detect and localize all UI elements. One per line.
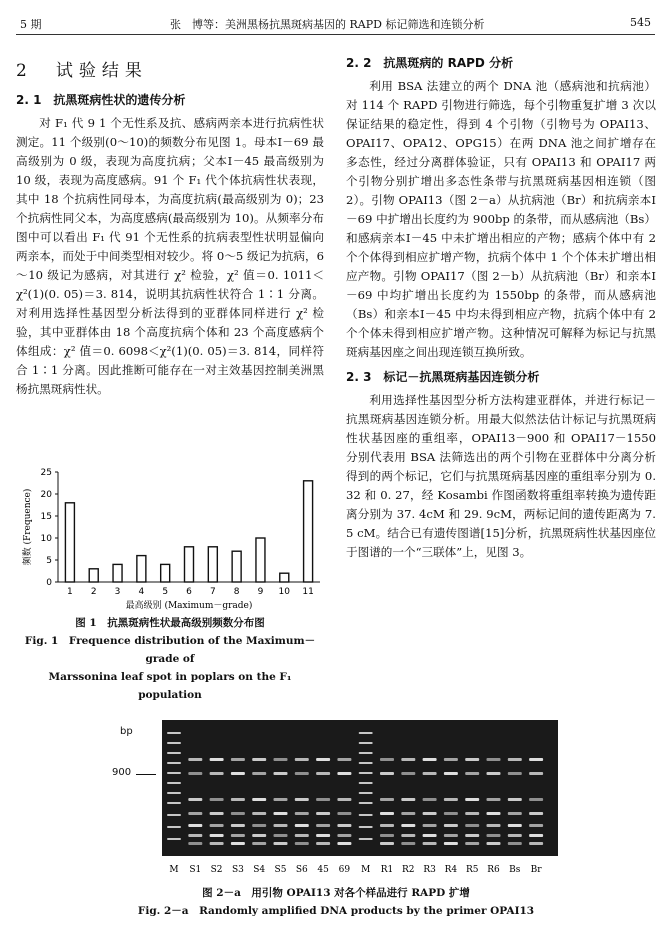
gel-band <box>295 798 309 801</box>
gel-lane-label: Br <box>530 865 542 875</box>
gel-band <box>444 772 458 775</box>
gel-lane-label: R5 <box>465 865 479 875</box>
gel-band <box>401 798 415 801</box>
x-tick-label: 8 <box>233 587 240 597</box>
gel-band <box>487 812 501 815</box>
gel-band <box>231 824 245 827</box>
figure-1-caption-cn: 图 1 抗黑斑病性状最高级别频数分布图 <box>75 617 265 629</box>
gel-band <box>508 842 522 845</box>
gel-band <box>465 812 479 815</box>
page-number: 545 <box>630 16 651 29</box>
bar <box>304 481 313 582</box>
gel-band <box>274 834 288 837</box>
gel-band <box>252 834 266 837</box>
gel-band <box>465 824 479 827</box>
gel-band <box>274 772 288 775</box>
x-tick-label: 7 <box>209 587 216 597</box>
gel-lane-label: R1 <box>380 865 394 875</box>
gel-band <box>167 742 181 744</box>
gel-band <box>380 824 394 827</box>
y-tick-label: 25 <box>40 468 52 478</box>
gel-band <box>167 732 181 734</box>
right-column <box>346 50 656 562</box>
gel-band <box>316 824 330 827</box>
gel-band <box>316 772 330 775</box>
gel-band <box>359 762 373 764</box>
x-tick-label: 10 <box>278 587 290 597</box>
gel-band <box>295 834 309 837</box>
gel-lane-label: S5 <box>274 865 287 875</box>
gel-band <box>231 834 245 837</box>
gel-band <box>167 802 181 804</box>
gel-band <box>337 758 351 761</box>
x-tick-label: 4 <box>138 587 145 597</box>
bar <box>137 556 146 582</box>
gel-band <box>359 752 373 754</box>
gel-band <box>337 824 351 827</box>
gel-lane-label: S6 <box>295 865 308 875</box>
gel-band <box>465 772 479 775</box>
x-tick-label: 11 <box>302 587 314 597</box>
issue-number: 5 期 <box>20 18 42 31</box>
gel-band <box>508 772 522 775</box>
gel-band <box>465 758 479 761</box>
gel-band <box>167 792 181 794</box>
gel-band <box>316 758 330 761</box>
gel-band <box>423 798 437 801</box>
gel-band <box>210 842 224 845</box>
gel-lane-label: M <box>169 865 179 875</box>
gel-band <box>316 834 330 837</box>
gel-band <box>316 842 330 845</box>
gel-band <box>252 842 266 845</box>
gel-band <box>444 842 458 845</box>
gel-band <box>465 834 479 837</box>
left-column <box>16 58 324 399</box>
gel-band <box>487 824 501 827</box>
gel-band <box>167 752 181 754</box>
gel-band <box>423 772 437 775</box>
gel-band <box>423 842 437 845</box>
gel-band <box>210 824 224 827</box>
gel-lane-label: R4 <box>444 865 458 875</box>
gel-band <box>423 834 437 837</box>
gel-band <box>316 812 330 815</box>
gel-band <box>188 772 202 775</box>
gel-band <box>529 834 543 837</box>
gel-band <box>252 812 266 815</box>
gel-band <box>401 834 415 837</box>
y-tick-label: 0 <box>46 578 52 588</box>
gel-band <box>274 842 288 845</box>
gel-band <box>487 834 501 837</box>
gel-lane-label: S3 <box>231 865 244 875</box>
subsection-heading-2-3: 2. 3 标记－抗黑斑病基因连锁分析 <box>346 370 540 384</box>
gel-band <box>359 772 373 774</box>
gel-band <box>359 838 373 840</box>
gel-band <box>274 824 288 827</box>
gel-band <box>231 758 245 761</box>
gel-band <box>210 798 224 801</box>
gel-band <box>210 758 224 761</box>
gel-band <box>529 824 543 827</box>
gel-band <box>337 812 351 815</box>
gel-band <box>529 772 543 775</box>
gel-band <box>401 824 415 827</box>
gel-band <box>167 762 181 764</box>
gel-band <box>359 792 373 794</box>
gel-band <box>295 758 309 761</box>
gel-band <box>380 812 394 815</box>
figure-2-caption-cn: 图 2－a 用引物 OPAI13 对各个样品进行 RAPD 扩增 <box>202 887 470 899</box>
gel-band <box>167 814 181 816</box>
gel-band <box>188 834 202 837</box>
gel-band <box>188 842 202 845</box>
x-tick-label: 9 <box>257 587 264 597</box>
gel-band <box>274 798 288 801</box>
bar <box>256 538 265 582</box>
gel-band <box>508 812 522 815</box>
gel-band <box>444 758 458 761</box>
gel-band <box>295 824 309 827</box>
gel-band <box>188 798 202 801</box>
gel-lane-label: R3 <box>423 865 436 875</box>
y-tick-label: 10 <box>40 534 52 544</box>
gel-band <box>188 812 202 815</box>
gel-band <box>487 798 501 801</box>
gel-lane-label: S4 <box>253 865 266 875</box>
bar <box>208 547 217 582</box>
gel-lane-label: 69 <box>338 865 351 875</box>
subsection-body-2-1: 对 F₁ 代 9 1 个无性系及抗、感病两亲本进行抗病性状测定。11 个级别(0～10)的频数分布见图 1。母本Ⅰ－69 最高级别为 0 级，表现为高度抗病；父本Ⅰ－45 最高级别为 10 级，表现为高度感病。91 个 F₁ 代个体抗病性状表现，其中 18 个抗病性同母本，为高度抗病(最高级别为 0)；23 个抗病性同父本，为高度感病(最高级别为 10)。从频率分布图中可以看出 F₁ 代 91 个无性系的抗病表型性状明显偏向两亲本，而处于中间类型相对较少。将 0～5 级记为抗病，6～10 级记为感病，对其进行 χ² 检验，χ² 值＝0. 1011＜χ²(1)(0. 05)＝3. 814，说明其抗病性状符合 1∶1 分离。对利用选择性基因型分析法得到的亚群体同样进行 χ² 检验，其中亚群体由 18 个高度抗病个体和 23 个高度感病个体组成：χ² 值＝0. 6098＜χ²(1)(0. 05)＝3. 814，同样符合 1∶1 分离。因此推断可能存在一对主效基因控制美洲黑杨抗黑斑病性状。 <box>16 116 324 396</box>
gel-band <box>465 798 479 801</box>
gel-900bp-label: 900 <box>112 767 132 778</box>
header-rule <box>16 34 655 35</box>
gel-band <box>529 812 543 815</box>
bar <box>232 551 241 582</box>
gel-band <box>167 826 181 828</box>
gel-900bp-arrow <box>136 774 156 775</box>
gel-lane-label: 45 <box>317 865 329 875</box>
bar <box>185 547 194 582</box>
subsection-heading-2-1: 2. 1 抗黑斑病性状的遗传分析 <box>16 93 186 107</box>
figure-1-caption <box>16 614 324 704</box>
subsection-body-2-2: 利用 BSA 法建立的两个 DNA 池（感病池和抗病池）对 114 个 RAPD 引物进行筛选，每个引物重复扩增 3 次以保证结果的稳定性，得到 4 个引物（引物号为 OPAI13、OPAI17、OPA12、OPG15）在两 DNA 池之间扩增存在多态性，经过分离群体验证，只有 OPAI13 和 OPAI17 两个引物分别扩增出多态性条带与抗黑斑病基因相连锁（图 2）。引物 OPAI13（图 2－a）从抗病池（Br）和抗病亲本Ⅰ－69 中扩增出长度约为 900bp 的条带，而从感病池（Bs）和感病亲本Ⅰ－45 中未扩增出相应的产物；感病个体中有 2 个个体得到相应扩增产物，抗病个体中 1 个个体未扩增出相应产物。引物 OPAI17（图 2－b）从抗病池（Br）和亲本Ⅰ－69 中均扩增出长度约为 1550bp 的条带，而从感病池（Bs）和亲本Ⅰ－45 中均未得到相应产物，抗病个体中有 2 个个体未得到相应扩增产物。这种情况可解释为标记与抗黑斑病基因座之间出现连锁互换所致。 <box>346 79 656 359</box>
bar <box>89 569 98 582</box>
x-tick-label: 5 <box>162 587 169 597</box>
gel-band <box>316 798 330 801</box>
gel-band <box>359 802 373 804</box>
gel-band <box>210 812 224 815</box>
gel-band <box>380 798 394 801</box>
gel-band <box>423 758 437 761</box>
gel-band <box>401 758 415 761</box>
gel-band <box>359 782 373 784</box>
gel-band <box>295 842 309 845</box>
gel-band <box>487 758 501 761</box>
bar <box>65 503 74 582</box>
x-tick-label: 3 <box>114 587 121 597</box>
gel-band <box>529 842 543 845</box>
gel-band <box>337 834 351 837</box>
gel-band <box>380 772 394 775</box>
gel-band <box>274 758 288 761</box>
gel-lane-label: M <box>361 865 371 875</box>
gel-band <box>210 834 224 837</box>
gel-band <box>508 834 522 837</box>
gel-lane-label: S2 <box>210 865 223 875</box>
gel-band <box>188 824 202 827</box>
gel-band <box>337 842 351 845</box>
x-tick-label: 1 <box>67 587 73 597</box>
gel-band <box>529 798 543 801</box>
subsection-body-2-3: 利用选择性基因型分析方法构建亚群体，并进行标记－抗黑斑病基因连锁分析。用最大似然法估计标记与抗黑斑病性状基因座的重组率，OPAI13－900 和 OPAI17－1550 分别代表用 BSA 法筛选出的两个引物在亚群体中分离分析得到的两个标记，它们与抗黑斑病基因座的重组率分别为 0. 32 和 0. 27，经 Kosambi 作图函数将重组率转换为遗传距离分别为 37. 4cM 和 29. 9cM，两标记间的遗传距离为 7. 5 cM。结合已有遗传图谱[15]分析，抗黑斑病性状基因座位于图谱的一个“三联体”上，见图 3。 <box>346 393 656 559</box>
bar <box>113 564 122 582</box>
gel-band <box>167 782 181 784</box>
gel-band <box>444 824 458 827</box>
page-header <box>0 0 671 32</box>
bar <box>161 564 170 582</box>
gel-band <box>508 758 522 761</box>
gel-lane-label: S1 <box>189 865 202 875</box>
y-tick-label: 15 <box>40 512 52 522</box>
gel-band <box>487 772 501 775</box>
gel-lane-label: Bs <box>509 865 521 875</box>
gel-band <box>167 772 181 774</box>
gel-band <box>487 842 501 845</box>
y-tick-label: 20 <box>40 490 52 500</box>
gel-band <box>380 842 394 845</box>
gel-band <box>423 812 437 815</box>
figure-1-caption-en-line1: Fig. 1 Frequence distribution of the Maximum－grade of <box>24 635 316 665</box>
gel-band <box>401 812 415 815</box>
gel-band <box>252 824 266 827</box>
running-title: 张 博等：美洲黑杨抗黑斑病基因的 RAPD 标记筛选和连锁分析 <box>170 18 485 31</box>
gel-band <box>295 812 309 815</box>
gel-band <box>167 838 181 840</box>
figure-2-caption-en: Fig. 2－a Randomly amplified DNA products by the primer OPAI13 <box>137 905 535 917</box>
gel-band <box>210 772 224 775</box>
gel-band <box>380 758 394 761</box>
gel-band <box>529 758 543 761</box>
gel-band <box>444 834 458 837</box>
gel-band <box>401 842 415 845</box>
gel-band <box>465 842 479 845</box>
gel-band <box>188 758 202 761</box>
figure-2-caption <box>16 884 656 920</box>
gel-band <box>401 772 415 775</box>
gel-band <box>274 812 288 815</box>
gel-band <box>444 798 458 801</box>
gel-band <box>444 812 458 815</box>
y-axis-label: 频数 (Frequence) <box>23 488 33 566</box>
gel-band <box>508 798 522 801</box>
gel-band <box>423 824 437 827</box>
gel-band <box>380 834 394 837</box>
gel-band <box>359 814 373 816</box>
gel-band <box>252 798 266 801</box>
x-tick-label: 2 <box>90 587 97 597</box>
gel-band <box>337 798 351 801</box>
gel-band <box>252 758 266 761</box>
subsection-heading-2-2: 2. 2 抗黑斑病的 RAPD 分析 <box>346 56 514 70</box>
gel-band <box>359 742 373 744</box>
gel-band <box>508 824 522 827</box>
gel-band <box>231 842 245 845</box>
gel-band <box>359 826 373 828</box>
gel-band <box>252 772 266 775</box>
gel-band <box>231 772 245 775</box>
bar <box>280 573 289 582</box>
gel-band <box>231 812 245 815</box>
gel-band <box>337 772 351 775</box>
figure-1-caption-en-line2: Marssonina leaf spot in poplars on the F₁ population <box>48 671 292 701</box>
gel-band <box>231 798 245 801</box>
gel-bp-label: bp <box>120 726 133 737</box>
gel-band <box>295 772 309 775</box>
x-tick-label: 6 <box>186 587 192 597</box>
gel-lane-label: R6 <box>487 865 500 875</box>
section-title: 2 试验结果 <box>16 61 148 81</box>
x-axis-label: 最高级别 (Maximum－grade) <box>125 601 253 611</box>
y-tick-label: 5 <box>46 556 52 566</box>
gel-lane-label: R2 <box>402 865 415 875</box>
gel-band <box>359 732 373 734</box>
